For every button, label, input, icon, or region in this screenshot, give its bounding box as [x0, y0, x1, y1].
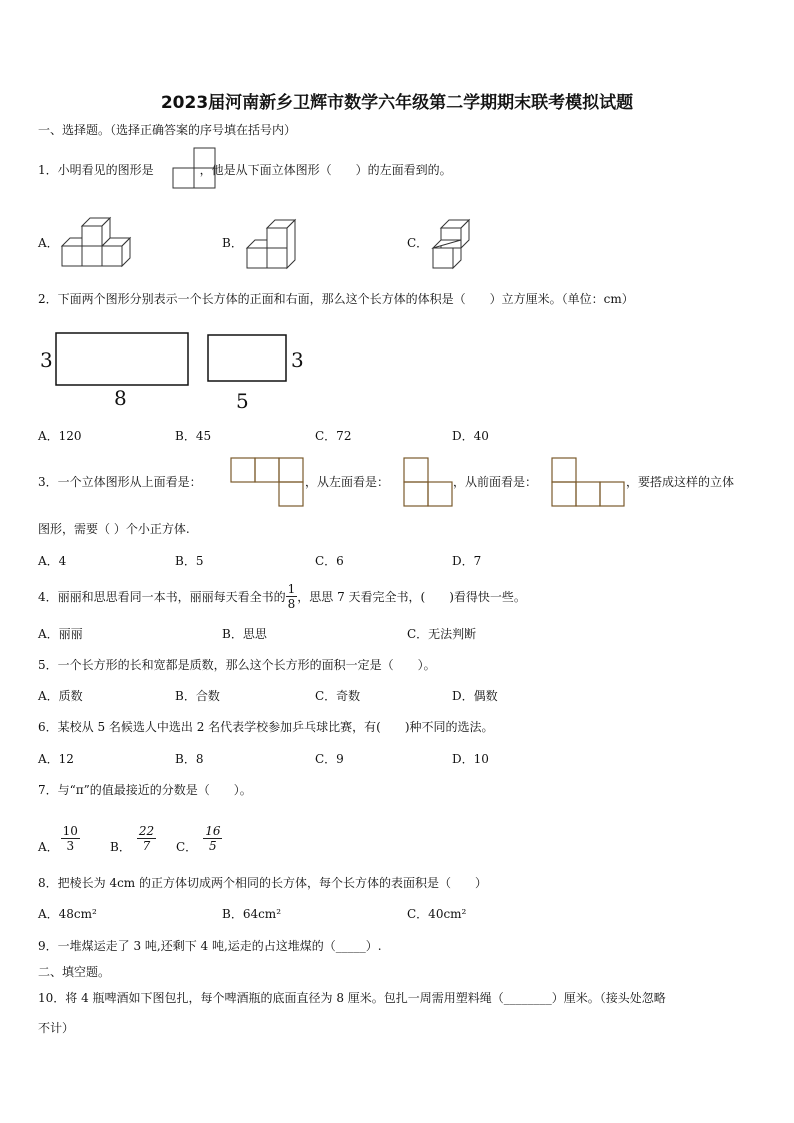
q6-option-d[interactable]: D．10	[452, 752, 489, 766]
q6-option-c[interactable]: C．9	[315, 752, 344, 766]
q4-option-a[interactable]: A．丽丽	[38, 627, 83, 641]
q3-option-b[interactable]: B．5	[175, 554, 204, 568]
q1-option-c[interactable]: C．	[407, 236, 429, 250]
q5-option-c[interactable]: C．奇数	[315, 689, 361, 703]
q2-right-face-diagram	[206, 333, 290, 385]
q2-option-c[interactable]: C．72	[315, 429, 352, 443]
q2-right-width-label: 5	[236, 389, 249, 413]
question-6: 6．某校从 5 名候选人中选出 2 名代表学校参加乒乓球比赛，有( )种不同的选法。	[38, 720, 494, 734]
question-1-prefix: 1．小明看见的图形是	[38, 163, 154, 177]
q2-option-a[interactable]: A．120	[38, 429, 82, 443]
section-fill-heading: 二、填空题。	[38, 965, 111, 979]
q2-front-height-label: 3	[40, 348, 53, 372]
q5-option-a[interactable]: A．质数	[38, 689, 83, 703]
q8-option-b[interactable]: B．64cm²	[222, 907, 281, 921]
q7-option-b[interactable]	[110, 813, 156, 855]
q6-option-a[interactable]: A．12	[38, 752, 74, 766]
q3-left-view-figure	[403, 457, 453, 507]
question-3-part3: ，从前面看是：	[453, 475, 538, 489]
q3-top-view-figure	[230, 457, 304, 507]
q7-option-a-fraction	[61, 824, 80, 853]
question-4-prefix: 4．丽丽和思思看同一本书，丽丽每天看全书的	[38, 589, 286, 604]
q3-option-d[interactable]: D．7	[452, 554, 482, 568]
question-3-part4: ，要搭成这样的立体	[626, 475, 735, 489]
question-3-part2: ，从左面看是：	[305, 475, 390, 489]
question-10-line1: 10．将 4 瓶啤酒如下图包扎，每个啤酒瓶的底面直径为 8 厘米。包扎一周需用塑料绳（________）厘米。（接头处忽略	[38, 991, 666, 1005]
fraction-denominator: 8	[287, 596, 296, 611]
question-4-fraction	[286, 582, 298, 611]
fraction-numerator: 10	[62, 824, 78, 838]
question-1	[38, 161, 452, 178]
q1-option-a[interactable]: A．	[38, 236, 59, 250]
question-1-suffix: ，他是从下面立体图形（ ）的左面看到的。	[199, 163, 452, 177]
q5-option-b[interactable]: B．合数	[175, 689, 220, 703]
q7-option-b-label: B．	[110, 840, 131, 854]
q8-option-c[interactable]: C．40cm²	[407, 907, 467, 921]
q2-right-height-label: 3	[291, 348, 304, 372]
q8-option-a[interactable]: A．48cm²	[38, 907, 97, 921]
q7-option-a-label: A．	[38, 840, 59, 854]
q2-front-width-label: 8	[114, 386, 127, 410]
fraction-denominator: 5	[209, 839, 217, 853]
question-7: 7．与“π”的值最接近的分数是（ ）。	[38, 783, 252, 797]
question-3-line2: 图形，需要（ ）个小正方体.	[38, 522, 190, 536]
q7-option-c-fraction	[203, 824, 222, 853]
q3-front-view-figure	[551, 457, 625, 507]
q3-option-a[interactable]: A．4	[38, 554, 67, 568]
question-4-suffix: ，思思 7 天看完全书，( )看得快一些。	[297, 589, 526, 604]
fraction-numerator: 22	[138, 824, 155, 838]
fraction-denominator: 3	[66, 839, 75, 853]
q2-option-b[interactable]: B．45	[175, 429, 212, 443]
question-10-line2: 不计）	[38, 1021, 75, 1035]
question-4	[38, 576, 526, 616]
page-title: 2023届河南新乡卫辉市数学六年级第二学期期末联考模拟试题	[160, 93, 634, 113]
q1-option-b-solid-icon	[246, 214, 302, 270]
q6-option-b[interactable]: B．8	[175, 752, 204, 766]
question-5: 5．一个长方形的长和宽都是质数，那么这个长方形的面积一定是（ ）。	[38, 658, 436, 672]
question-3-part1: 3．一个立体图形从上面看是：	[38, 475, 202, 489]
section-choice-heading: 一、选择题。（选择正确答案的序号填在括号内）	[38, 123, 297, 137]
q7-option-b-fraction	[137, 824, 156, 853]
q1-option-c-solid-icon	[432, 210, 474, 272]
question-9: 9．一堆煤运走了 3 吨,还剩下 4 吨,运走的占这堆煤的（_____）.	[38, 939, 382, 953]
q2-option-d[interactable]: D．40	[452, 429, 489, 443]
fraction-denominator: 7	[142, 839, 151, 853]
q7-option-c[interactable]	[176, 813, 222, 855]
q3-option-c[interactable]: C．6	[315, 554, 344, 568]
q7-option-a[interactable]	[38, 813, 80, 855]
q7-option-c-label: C．	[176, 840, 198, 854]
question-8: 8．把棱长为 4cm 的正方体切成两个相同的长方体，每个长方体的表面积是（ ）	[38, 876, 488, 890]
q4-option-b[interactable]: B．思思	[222, 627, 267, 641]
q4-option-c[interactable]: C．无法判断	[407, 627, 477, 641]
fraction-numerator: 1	[287, 581, 296, 596]
question-2: 2．下面两个图形分别表示一个长方体的正面和右面，那么这个长方体的体积是（ ）立方厘米。（单位：cm）	[38, 292, 634, 306]
q5-option-d[interactable]: D．偶数	[452, 689, 498, 703]
q1-option-a-solid-icon	[60, 212, 144, 270]
fraction-numerator: 16	[205, 824, 221, 838]
q1-option-b[interactable]: B．	[222, 236, 243, 250]
q1-left-view-figure	[172, 148, 218, 190]
